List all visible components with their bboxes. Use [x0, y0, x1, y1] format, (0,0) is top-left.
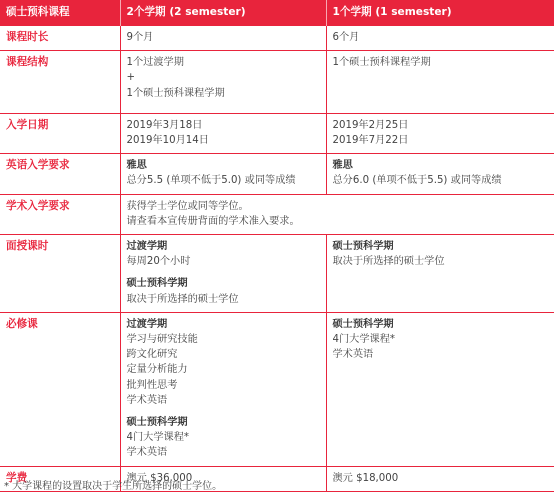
cell-value: 澳元 $18,000 — [326, 466, 554, 491]
line: 2019年10月14日 — [126, 135, 209, 147]
cell-value — [326, 312, 554, 466]
cell-value — [120, 194, 554, 234]
cell-value — [120, 51, 326, 114]
line: 总分5.5 (单项不低于5.0) 或同等成绩 — [126, 175, 296, 187]
list-item: 跨文化研究 — [126, 349, 178, 361]
row-required-courses — [0, 312, 554, 466]
table-header-row — [0, 0, 554, 26]
list-item: 学术英语 — [126, 394, 168, 406]
list-item: 学术英语 — [126, 447, 168, 459]
row-academic — [0, 194, 554, 234]
line: 1个过渡学期 — [126, 57, 184, 69]
line: 每周20个小时 — [126, 256, 191, 268]
cell-value — [120, 154, 326, 194]
line: 请查看本宣传册背面的学术准入要求。 — [126, 215, 300, 227]
header-one-semester: 1个学期 (1 semester) — [326, 0, 554, 26]
line: 总分6.0 (单项不低于5.5) 或同等成绩 — [332, 175, 502, 187]
row-duration — [0, 26, 554, 51]
cell-value — [120, 235, 326, 313]
cell-value: 6个月 — [326, 26, 554, 51]
cell-value — [120, 312, 326, 466]
cell-value — [120, 113, 326, 153]
header-course: 硕士预科课程 — [0, 0, 120, 26]
row-structure — [0, 51, 554, 114]
line: 取决于所选择的硕士学位 — [332, 256, 445, 268]
list-item: 4门大学课程* — [126, 432, 190, 444]
subtitle: 硕士预科学期 — [126, 278, 188, 290]
subtitle: 过渡学期 — [126, 241, 168, 253]
cell-value — [326, 113, 554, 153]
row-label: 入学日期 — [0, 113, 120, 153]
cell-value: 9个月 — [120, 26, 326, 51]
subtitle: 过渡学期 — [126, 318, 168, 330]
footnote: * 大学课程的设置取决于学生所选择的硕士学位。 — [4, 481, 223, 492]
line: 2019年7月22日 — [332, 135, 409, 147]
line: 取决于所选择的硕士学位 — [126, 293, 239, 305]
row-english — [0, 154, 554, 194]
header-two-semester: 2个学期 (2 semester) — [120, 0, 326, 26]
line: + — [126, 72, 136, 84]
list-item: 学术英语 — [332, 349, 374, 361]
line: 2019年3月18日 — [126, 119, 203, 131]
row-label: 面授课时 — [0, 235, 120, 313]
row-intake — [0, 113, 554, 153]
row-label: 学费 — [0, 466, 120, 491]
line: 2019年2月25日 — [332, 119, 409, 131]
list-item: 定量分析能力 — [126, 364, 188, 376]
cell-value — [326, 235, 554, 313]
line: 1个硕士预科课程学期 — [126, 87, 225, 99]
subtitle: 雅思 — [332, 160, 353, 172]
row-label: 课程结构 — [0, 51, 120, 114]
row-label: 英语入学要求 — [0, 154, 120, 194]
row-label: 课程时长 — [0, 26, 120, 51]
row-contact-hours — [0, 235, 554, 313]
subtitle: 雅思 — [126, 160, 147, 172]
subtitle: 硕士预科学期 — [332, 241, 394, 253]
list-item: 学习与研究技能 — [126, 334, 198, 346]
line: 获得学士学位或同等学位。 — [126, 200, 249, 212]
list-item: 批判性思考 — [126, 379, 178, 391]
cell-value: 澳元 $36,000 — [120, 466, 326, 491]
list-item: 4门大学课程* — [332, 334, 396, 346]
subtitle: 硕士预科学期 — [332, 318, 394, 330]
cell-value: 1个硕士预科课程学期 — [326, 51, 554, 114]
row-label: 必修课 — [0, 312, 120, 466]
cell-value — [326, 154, 554, 194]
subtitle: 硕士预科学期 — [126, 417, 188, 429]
row-label: 学术入学要求 — [0, 194, 120, 234]
